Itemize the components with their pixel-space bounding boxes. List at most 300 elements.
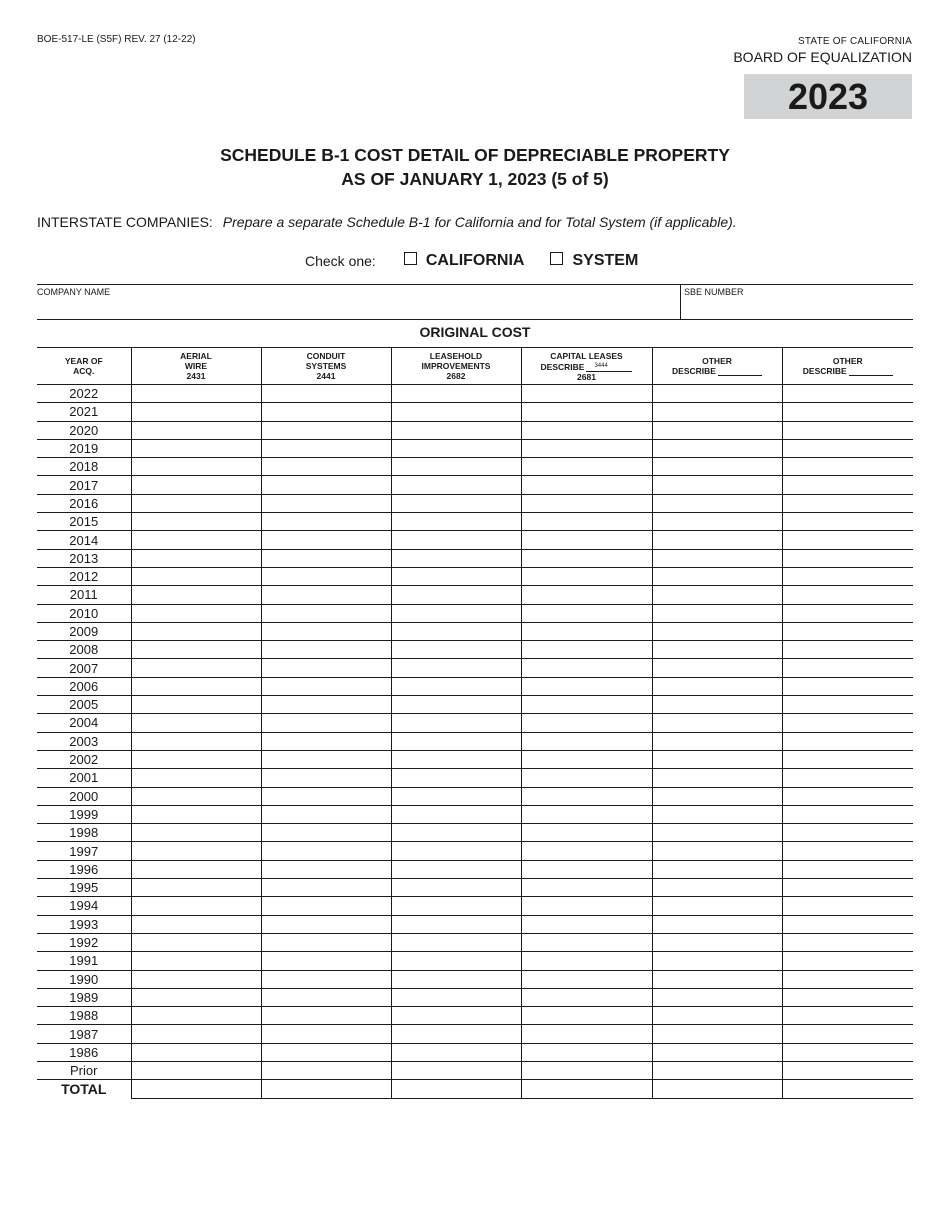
- cost-input-cell[interactable]: [652, 988, 782, 1006]
- cost-input-cell[interactable]: [521, 604, 652, 622]
- cost-input-cell[interactable]: [261, 403, 391, 421]
- cost-input-cell[interactable]: [782, 1025, 913, 1043]
- cost-input-cell[interactable]: [652, 1025, 782, 1043]
- cost-input-cell[interactable]: [261, 787, 391, 805]
- cost-input-cell[interactable]: [782, 403, 913, 421]
- california-checkbox[interactable]: [404, 252, 417, 265]
- cost-input-cell[interactable]: [261, 988, 391, 1006]
- cost-input-cell[interactable]: [261, 952, 391, 970]
- cost-input-cell[interactable]: [521, 513, 652, 531]
- cost-input-cell[interactable]: [261, 549, 391, 567]
- col-capital-leases-header: CAPITAL LEASES DESCRIBE 3444 2681: [521, 348, 652, 385]
- table-row: [37, 970, 913, 988]
- cost-input-cell[interactable]: [782, 531, 913, 549]
- cost-input-cell[interactable]: [391, 677, 521, 695]
- cost-input-cell[interactable]: [782, 824, 913, 842]
- cost-input-cell[interactable]: [782, 439, 913, 457]
- cost-input-cell[interactable]: [391, 1061, 521, 1079]
- table-row: [37, 622, 913, 640]
- cost-input-cell[interactable]: [391, 439, 521, 457]
- cost-input-cell[interactable]: [131, 641, 261, 659]
- year-cell: TOTAL: [61, 1080, 107, 1097]
- cost-input-cell[interactable]: [652, 769, 782, 787]
- year-cell: 1997: [37, 842, 131, 860]
- col-other2-header: OTHER DESCRIBE: [782, 348, 913, 385]
- year-cell: 1989: [37, 988, 131, 1006]
- cost-input-cell[interactable]: [521, 439, 652, 457]
- cost-input-cell[interactable]: [652, 622, 782, 640]
- table-row: [37, 494, 913, 512]
- cost-input-cell[interactable]: [782, 494, 913, 512]
- cost-input-cell[interactable]: [391, 513, 521, 531]
- cost-input-cell[interactable]: [261, 714, 391, 732]
- cost-input-cell[interactable]: [521, 915, 652, 933]
- cost-input-cell[interactable]: [131, 824, 261, 842]
- table-row: [37, 403, 913, 421]
- cost-input-cell[interactable]: [261, 860, 391, 878]
- cost-input-cell[interactable]: [652, 1043, 782, 1061]
- cost-input-cell[interactable]: [652, 1080, 782, 1098]
- cost-input-cell[interactable]: [652, 714, 782, 732]
- table-row: [37, 805, 913, 823]
- cost-input-cell[interactable]: [131, 805, 261, 823]
- cost-input-cell[interactable]: [131, 714, 261, 732]
- cost-input-cell[interactable]: [652, 567, 782, 585]
- cost-input-cell[interactable]: [521, 842, 652, 860]
- cost-input-cell[interactable]: [782, 750, 913, 768]
- cost-input-cell[interactable]: [782, 659, 913, 677]
- cost-input-cell[interactable]: [652, 824, 782, 842]
- cost-input-cell[interactable]: [521, 659, 652, 677]
- cost-input-cell[interactable]: [652, 641, 782, 659]
- cost-input-cell[interactable]: [131, 1080, 261, 1098]
- table-row: [37, 769, 913, 787]
- cost-input-cell[interactable]: [782, 421, 913, 439]
- cost-input-cell[interactable]: [782, 952, 913, 970]
- cost-input-cell[interactable]: [261, 567, 391, 585]
- year-cell: 2014: [37, 531, 131, 549]
- cost-input-cell[interactable]: [652, 787, 782, 805]
- year-cell: 1995: [37, 879, 131, 897]
- cost-input-cell[interactable]: [261, 769, 391, 787]
- cost-input-cell[interactable]: [131, 988, 261, 1006]
- cost-input-cell[interactable]: [521, 732, 652, 750]
- cost-input-cell[interactable]: [131, 897, 261, 915]
- table-row: [37, 421, 913, 439]
- cost-input-cell[interactable]: [391, 696, 521, 714]
- cost-input-cell[interactable]: [521, 1080, 652, 1098]
- sbe-number-label: SBE NUMBER: [684, 287, 744, 297]
- cost-input-cell[interactable]: [261, 915, 391, 933]
- cost-input-cell[interactable]: [652, 403, 782, 421]
- cost-input-cell[interactable]: [782, 860, 913, 878]
- cost-input-cell[interactable]: [131, 604, 261, 622]
- table-row: [37, 1025, 913, 1043]
- cost-input-cell[interactable]: [391, 531, 521, 549]
- cost-input-cell[interactable]: [652, 476, 782, 494]
- interstate-label: INTERSTATE COMPANIES:: [37, 214, 213, 230]
- table-row: [37, 586, 913, 604]
- year-cell: 2022: [37, 385, 131, 403]
- cost-input-cell[interactable]: [652, 549, 782, 567]
- cost-input-cell[interactable]: [131, 1007, 261, 1025]
- cost-input-cell[interactable]: [521, 696, 652, 714]
- table-row: [37, 567, 913, 585]
- cost-input-cell[interactable]: [261, 641, 391, 659]
- cost-input-cell[interactable]: [261, 421, 391, 439]
- company-divider: [680, 285, 681, 319]
- cost-input-cell[interactable]: [521, 567, 652, 585]
- cost-input-cell[interactable]: [521, 385, 652, 403]
- col-conduit-systems-header: CONDUIT SYSTEMS 2441: [261, 348, 391, 385]
- cost-input-cell[interactable]: [261, 531, 391, 549]
- cost-input-cell[interactable]: [391, 385, 521, 403]
- cost-input-cell[interactable]: [131, 1025, 261, 1043]
- cost-input-cell[interactable]: [782, 1007, 913, 1025]
- form-title-line1: SCHEDULE B-1 COST DETAIL OF DEPRECIABLE PROPERTY: [220, 145, 730, 165]
- cost-input-cell[interactable]: [521, 1025, 652, 1043]
- cost-input-cell[interactable]: [521, 494, 652, 512]
- table-row: [37, 988, 913, 1006]
- cost-input-cell[interactable]: [782, 696, 913, 714]
- company-name-field[interactable]: [37, 297, 677, 319]
- cost-input-cell[interactable]: [261, 494, 391, 512]
- cost-input-cell[interactable]: [782, 842, 913, 860]
- cost-input-cell[interactable]: [391, 750, 521, 768]
- year-cell: 2011: [37, 586, 131, 604]
- year-cell: 2010: [37, 604, 131, 622]
- cost-input-cell[interactable]: [782, 385, 913, 403]
- cost-input-cell[interactable]: [782, 513, 913, 531]
- cost-input-cell[interactable]: [391, 567, 521, 585]
- col-leasehold-header: LEASEHOLD IMPROVEMENTS 2682: [391, 348, 521, 385]
- form-title: [0, 143, 950, 191]
- cost-input-cell[interactable]: [261, 732, 391, 750]
- cost-input-cell[interactable]: [391, 897, 521, 915]
- cost-input-cell[interactable]: [521, 1007, 652, 1025]
- cost-input-cell[interactable]: [391, 824, 521, 842]
- cost-input-cell[interactable]: [391, 714, 521, 732]
- cost-input-cell[interactable]: [391, 641, 521, 659]
- sbe-number-field[interactable]: [684, 297, 912, 319]
- cost-input-cell[interactable]: [652, 659, 782, 677]
- cost-input-cell[interactable]: [782, 769, 913, 787]
- cost-input-cell[interactable]: [131, 1043, 261, 1061]
- cost-input-cell[interactable]: [391, 586, 521, 604]
- cost-input-cell[interactable]: [521, 421, 652, 439]
- cost-input-cell[interactable]: [652, 604, 782, 622]
- year-cell: 1990: [37, 970, 131, 988]
- cost-input-cell[interactable]: [782, 458, 913, 476]
- cost-input-cell[interactable]: [782, 549, 913, 567]
- table-row: [37, 824, 913, 842]
- california-option-label: CALIFORNIA: [425, 252, 525, 269]
- cost-input-cell[interactable]: [391, 879, 521, 897]
- cost-input-cell[interactable]: [391, 787, 521, 805]
- cost-input-cell[interactable]: [131, 531, 261, 549]
- cost-input-cell[interactable]: [652, 494, 782, 512]
- cost-input-cell[interactable]: [391, 1080, 521, 1098]
- cost-input-cell[interactable]: [261, 513, 391, 531]
- cost-input-cell[interactable]: [131, 622, 261, 640]
- cost-input-cell[interactable]: [391, 403, 521, 421]
- cost-input-cell[interactable]: [521, 769, 652, 787]
- cost-input-cell[interactable]: [391, 659, 521, 677]
- cost-input-cell[interactable]: [652, 970, 782, 988]
- cost-input-cell[interactable]: [261, 1043, 391, 1061]
- cost-input-cell[interactable]: [782, 732, 913, 750]
- other2-describe-line[interactable]: [849, 375, 893, 376]
- cost-input-cell[interactable]: [782, 586, 913, 604]
- cost-input-cell[interactable]: [131, 769, 261, 787]
- cost-input-cell[interactable]: [652, 439, 782, 457]
- table-row: [37, 915, 913, 933]
- cost-input-cell[interactable]: [391, 476, 521, 494]
- year-cell: 2012: [37, 567, 131, 585]
- year-cell: 2013: [37, 549, 131, 567]
- cost-input-cell[interactable]: [261, 586, 391, 604]
- cost-input-cell[interactable]: [391, 988, 521, 1006]
- cost-input-cell[interactable]: [261, 476, 391, 494]
- table-row: [37, 604, 913, 622]
- year-cell: 2015: [37, 513, 131, 531]
- cost-input-cell[interactable]: [261, 970, 391, 988]
- cost-input-cell[interactable]: [261, 696, 391, 714]
- year-cell: 2009: [37, 622, 131, 640]
- cost-input-cell[interactable]: [521, 586, 652, 604]
- cost-input-cell[interactable]: [652, 897, 782, 915]
- cost-input-cell[interactable]: [521, 458, 652, 476]
- other1-describe-line[interactable]: [718, 375, 762, 376]
- cost-input-cell[interactable]: [261, 458, 391, 476]
- year-cell: 2000: [37, 787, 131, 805]
- cost-input-cell[interactable]: [391, 952, 521, 970]
- cost-input-cell[interactable]: [782, 677, 913, 695]
- cost-input-cell[interactable]: [782, 1080, 913, 1098]
- cost-input-cell[interactable]: [782, 714, 913, 732]
- table-row: [37, 1061, 913, 1079]
- cost-input-cell[interactable]: [782, 604, 913, 622]
- year-cell: 1996: [37, 860, 131, 878]
- cost-input-cell[interactable]: [521, 714, 652, 732]
- cost-input-cell[interactable]: [261, 750, 391, 768]
- cost-input-cell[interactable]: [261, 385, 391, 403]
- cost-input-cell[interactable]: [391, 915, 521, 933]
- cost-input-cell[interactable]: [391, 458, 521, 476]
- cost-input-cell[interactable]: [652, 750, 782, 768]
- cost-input-cell[interactable]: [652, 421, 782, 439]
- cost-input-cell[interactable]: [131, 567, 261, 585]
- cost-input-cell[interactable]: [391, 732, 521, 750]
- cost-input-cell[interactable]: [521, 787, 652, 805]
- cost-input-cell[interactable]: [391, 421, 521, 439]
- cost-input-cell[interactable]: [652, 952, 782, 970]
- cost-input-cell[interactable]: [261, 1061, 391, 1079]
- cost-input-cell[interactable]: [261, 659, 391, 677]
- cost-input-cell[interactable]: [521, 677, 652, 695]
- tax-year-box: 2023: [744, 74, 912, 119]
- cost-input-cell[interactable]: [131, 787, 261, 805]
- cost-input-cell[interactable]: [521, 1043, 652, 1061]
- cost-input-cell[interactable]: [131, 860, 261, 878]
- cost-input-cell[interactable]: [521, 622, 652, 640]
- year-cell: 1999: [37, 805, 131, 823]
- cost-input-cell[interactable]: [652, 732, 782, 750]
- cost-input-cell[interactable]: [131, 732, 261, 750]
- cost-input-cell[interactable]: [782, 805, 913, 823]
- cost-input-cell[interactable]: [652, 879, 782, 897]
- cost-input-cell[interactable]: [391, 494, 521, 512]
- cost-input-cell[interactable]: [782, 970, 913, 988]
- cost-input-cell[interactable]: [131, 933, 261, 951]
- cost-input-cell[interactable]: [521, 531, 652, 549]
- cost-input-cell[interactable]: [521, 641, 652, 659]
- cost-input-cell[interactable]: [131, 494, 261, 512]
- cost-input-cell[interactable]: [391, 604, 521, 622]
- cost-input-cell[interactable]: [652, 513, 782, 531]
- form-title-line2: AS OF JANUARY 1, 2023 (5 of 5): [341, 169, 609, 189]
- cost-input-cell[interactable]: [131, 439, 261, 457]
- cost-input-cell[interactable]: [782, 641, 913, 659]
- year-cell: 2020: [37, 421, 131, 439]
- cost-input-cell[interactable]: [652, 842, 782, 860]
- cost-input-cell[interactable]: [131, 750, 261, 768]
- cost-input-cell[interactable]: [782, 476, 913, 494]
- year-cell: 2006: [37, 677, 131, 695]
- cost-input-cell[interactable]: [131, 586, 261, 604]
- cost-input-cell[interactable]: [652, 860, 782, 878]
- table-row: [37, 659, 913, 677]
- cost-input-cell[interactable]: [782, 988, 913, 1006]
- cost-input-cell[interactable]: [131, 879, 261, 897]
- cost-input-cell[interactable]: [261, 879, 391, 897]
- cost-input-cell[interactable]: [652, 915, 782, 933]
- year-cell: 1991: [37, 952, 131, 970]
- cost-input-cell[interactable]: [521, 952, 652, 970]
- system-checkbox[interactable]: [550, 252, 563, 265]
- cost-input-cell[interactable]: [521, 750, 652, 768]
- cost-input-cell[interactable]: [652, 1007, 782, 1025]
- cost-input-cell[interactable]: [131, 915, 261, 933]
- cost-input-cell[interactable]: [521, 970, 652, 988]
- cost-input-cell[interactable]: [652, 586, 782, 604]
- year-cell: 1988: [37, 1007, 131, 1025]
- cost-input-cell[interactable]: [521, 403, 652, 421]
- cost-input-cell[interactable]: [261, 933, 391, 951]
- cost-input-cell[interactable]: [131, 458, 261, 476]
- table-row: [37, 677, 913, 695]
- cost-input-cell[interactable]: [261, 805, 391, 823]
- cost-input-cell[interactable]: [131, 385, 261, 403]
- cost-input-cell[interactable]: [521, 988, 652, 1006]
- cost-input-cell[interactable]: [782, 897, 913, 915]
- check-one-row: [305, 252, 638, 270]
- table-row: [37, 750, 913, 768]
- cost-input-cell[interactable]: [521, 549, 652, 567]
- cost-input-cell[interactable]: [782, 1043, 913, 1061]
- system-option-label: SYSTEM: [572, 252, 639, 269]
- year-cell: Prior: [37, 1061, 131, 1079]
- cost-input-cell[interactable]: [782, 1061, 913, 1079]
- cost-input-cell[interactable]: [391, 842, 521, 860]
- cost-input-cell[interactable]: [131, 421, 261, 439]
- cost-input-cell[interactable]: [521, 933, 652, 951]
- year-cell: 1993: [37, 915, 131, 933]
- cost-input-cell[interactable]: [261, 1080, 391, 1098]
- cost-input-cell[interactable]: [131, 677, 261, 695]
- table-row: [37, 897, 913, 915]
- cost-input-cell[interactable]: [521, 1061, 652, 1079]
- cost-input-cell[interactable]: [131, 952, 261, 970]
- cost-input-cell[interactable]: [261, 897, 391, 915]
- cost-input-cell[interactable]: [652, 805, 782, 823]
- cost-input-cell[interactable]: [652, 1061, 782, 1079]
- cost-input-cell[interactable]: [521, 897, 652, 915]
- cost-input-cell[interactable]: [261, 1007, 391, 1025]
- cost-input-cell[interactable]: [391, 769, 521, 787]
- cost-input-cell[interactable]: [131, 1061, 261, 1079]
- cost-input-cell[interactable]: [261, 604, 391, 622]
- table-row: [37, 933, 913, 951]
- cost-input-cell[interactable]: [652, 933, 782, 951]
- cost-input-cell[interactable]: [261, 677, 391, 695]
- cost-input-cell[interactable]: [652, 458, 782, 476]
- cost-input-cell[interactable]: [391, 970, 521, 988]
- cost-input-cell[interactable]: [131, 513, 261, 531]
- cost-input-cell[interactable]: [521, 476, 652, 494]
- cost-input-cell[interactable]: [521, 860, 652, 878]
- cost-input-cell[interactable]: [521, 824, 652, 842]
- cost-input-cell[interactable]: [782, 933, 913, 951]
- cost-input-cell[interactable]: [652, 531, 782, 549]
- state-name: STATE OF CALIFORNIA: [798, 36, 912, 47]
- cost-input-cell[interactable]: [391, 622, 521, 640]
- cost-input-cell[interactable]: [391, 860, 521, 878]
- cost-input-cell[interactable]: [782, 567, 913, 585]
- cost-input-cell[interactable]: [391, 805, 521, 823]
- cost-input-cell[interactable]: [782, 787, 913, 805]
- cost-input-cell[interactable]: [261, 622, 391, 640]
- cost-input-cell[interactable]: [131, 696, 261, 714]
- cost-input-cell[interactable]: [131, 970, 261, 988]
- cost-input-cell[interactable]: [782, 879, 913, 897]
- cost-input-cell[interactable]: [131, 549, 261, 567]
- cost-input-cell[interactable]: [782, 622, 913, 640]
- cost-input-cell[interactable]: [131, 403, 261, 421]
- cost-input-cell[interactable]: [652, 696, 782, 714]
- cost-input-cell[interactable]: [652, 677, 782, 695]
- cost-input-cell[interactable]: [391, 1025, 521, 1043]
- cost-input-cell[interactable]: [521, 805, 652, 823]
- interstate-note: Prepare a separate Schedule B-1 for California and for Total System (if applicable).: [222, 214, 737, 230]
- cost-input-cell[interactable]: [261, 1025, 391, 1043]
- company-name-label: COMPANY NAME: [37, 287, 111, 297]
- cost-input-cell[interactable]: [391, 549, 521, 567]
- cost-input-cell[interactable]: [391, 933, 521, 951]
- capital-leases-describe-line[interactable]: 3444: [586, 361, 632, 372]
- cost-input-cell[interactable]: [391, 1007, 521, 1025]
- cost-input-cell[interactable]: [261, 439, 391, 457]
- cost-input-cell[interactable]: [261, 842, 391, 860]
- cost-input-cell[interactable]: [391, 1043, 521, 1061]
- cost-input-cell[interactable]: [261, 824, 391, 842]
- cost-input-cell[interactable]: [782, 915, 913, 933]
- cost-input-cell[interactable]: [131, 659, 261, 677]
- cost-input-cell[interactable]: [521, 879, 652, 897]
- cost-input-cell[interactable]: [652, 385, 782, 403]
- cost-input-cell[interactable]: [131, 476, 261, 494]
- cost-input-cell[interactable]: [131, 842, 261, 860]
